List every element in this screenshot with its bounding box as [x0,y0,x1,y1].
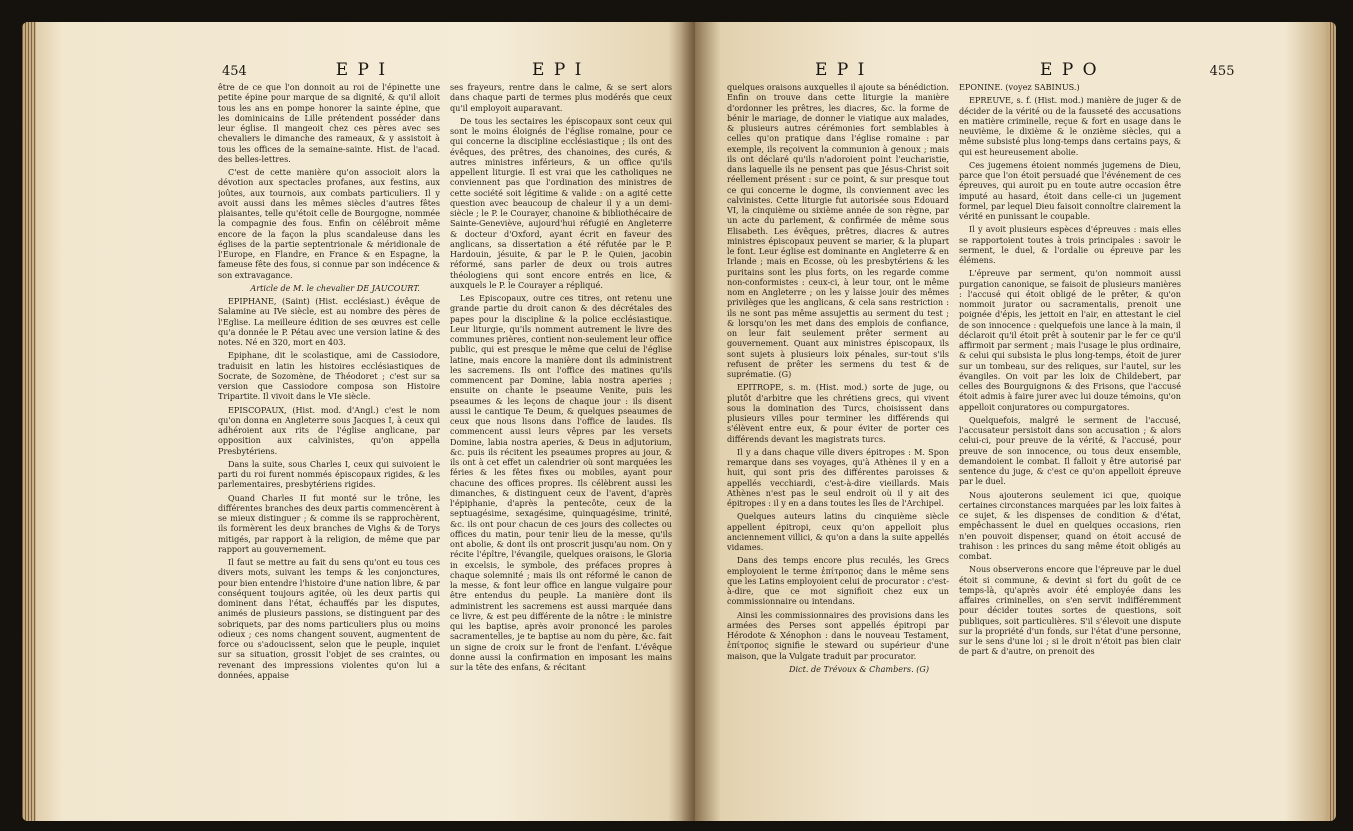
paragraph: ses frayeurs, rentre dans le calme, & se sert alors dans chaque parti de termes plus modérés que ceux qu'il employoit auparavant. [450,82,672,113]
paragraph: Ainsi les commissionnaires des provisions dans les armées des Perses sont appellés épitropi par Hérodote & Xénophon : dans le nouveau Testament, ἐπίτροπος signifie le steward ou supérieur d'une maison, que la Vulgate traduit par procurator. [727,609,949,661]
paragraph: Quelquefois, malgré le serment de l'accusé, l'accusateur persistoit dans son accusation ; & alors celui-ci, pour preuve de la vérité, & l'accusé, pour preuve de son innocence, ou tous deux ensemble, demandoient le combat. Il falloit y être autorisé par sentence du juge, & c'est ce qu'on appelloit épreuve par le duel. [959,414,1181,487]
right-running-head-left: E P I [815,60,867,80]
paragraph: Epiphane, dit le scolastique, ami de Cassiodore, traduisit en latin les histoires ecclésiastiques de Socrate, de Sozomène, de Théodoret ; c'est sur sa version que Cassiodore composa son Histoire Tripartite. Il vivoit dans le VIe siècle. [218,350,440,402]
page-edges-left [22,22,36,821]
entry-epitrope: EPITROPE, s. m. (Hist. mod.) sorte de juge, ou plutôt d'arbitre que les chrétiens grecs, qui vivent sous la domination des Turcs, choisissent dans plusieurs villes pour terminer les différends qui s'élèvent entre eux, & pour éviter de porter ces différends devant les magistrats turcs. [727,382,949,444]
paragraph: Quand Charles II fut monté sur le trône, les différentes branches des deux partis commencèrent à se mieux distinguer ; & comme ils se rapprochèrent, ils formèrent les deux branches de Vighs & de Torys mitigés, par rapport à la religion, de même que par rapport au gouvernement. [218,492,440,554]
entry-episcopaux: EPISCOPAUX, (Hist. mod. d'Angl.) c'est le nom qu'on donna en Angleterre sous Jacques I, à ceux qui adhéroient aux rits de l'église anglicane, par opposition aux calvinistes, qu'on appella Presbytériens. [218,404,440,456]
paragraph: L'épreuve par serment, qu'on nommoit aussi purgation canonique, se faisoit de plusieurs manières : l'accusé qui étoit obligé de le prêter, & qu'on nommoit jurator ou sacramentalis, prenoit une poignée d'épis, les jettoit en l'air, en attestant le ciel de son innocence : quelquefois une lance à la main, il déclaroit qu'il étoit prêt à soutenir par le fer ce qu'il affirmoit par serment ; mais l'usage le plus ordinaire, & celui qui subsista le plus long-temps, étoit de jurer sur un tombeau, sur des reliques, sur l'autel, sur les évangiles. On voit par les loix de Childebert, par celles des Bourguignons & des Frisons, que l'accusé étoit admis à faire jurer avec lui douze témoins, qu'on appelloit conjuratores ou compurgatores. [959,268,1181,412]
right-running-head: E P O [1040,60,1099,80]
entry-eponine: EPONINE. (voyez SABINUS.) [959,82,1080,92]
right-page-number-head [1040,60,1234,80]
entry-epiphane: EPIPHANE, (Saint) (Hist. ecclésiast.) évêque de Salamine au IVe siècle, est au nombre des pères de l'Eglise. La meilleure édition de ses œuvres est celle qu'a donnée le P. Pétau avec une version latine & des notes. Né en 320, mort en 403. [218,296,440,347]
paragraph: Il y avoit plusieurs espèces d'épreuves : mais elles se rapportoient toutes à trois principales : savoir le serment, le duel, & l'ordalie ou épreuve par les élémens. [959,224,1181,265]
paragraph: Nous ajouterons seulement ici que, quoique certaines circonstances marquées par les loix faites à ce sujet, & les dispenses de condition & d'état, empêchassent le duel en quelques occasions, rien n'en pouvoit dispenser, quand on étoit accusé de trahison : les princes du sang même étoit obligés au combat. [959,489,1181,561]
paragraph: Dans des temps encore plus reculés, les Grecs employoient le terme ἐπίτροπος dans le même sens que les Latins employoient celui de procurator : c'est-à-dire, que ce mot signifioit chez eux un commissionnaire ou intendans. [727,555,949,607]
left-column-1 [218,82,440,812]
left-page-number: 454 [222,64,247,79]
paragraph: quelques oraisons auxquelles il ajoute sa bénédiction. Enfin on trouve dans cette liturgie la manière d'ordonner les prêtres, les diacres, &c. la forme de bénir le mariage, de donner le viatique aux malades, & plusieurs autres cérémonies fort semblables à celles qu'on pratique dans l'église romaine : par exemple, ils reçoivent la communion à genoux ; mais ils ont déclaré qu'ils n'adoroient point l'eucharistie, dans laquelle ils ne pensent pas que Jésus-Christ soit réellement présent : sur ce point, & sur presque tout ce qui concerne le dogme, ils conviennent avec les calvinistes. Cette liturgie fut autorisée sous Edouard VI, la cinquième ou sixième année de son règne, par un acte du parlement, & confirmée de même sous Elisabeth. Les évêques, prêtres, diacres & autres ministres épiscopaux peuvent se marier, & la plupart le font. Leur église est dominante en Angleterre & en Irlande ; mais en Ecosse, où les presbytériens & les puritains sont les plus forts, on les regarde comme non-conformistes : ceux-ci, à leur tour, ont le même nom en Angleterre ; on les y laisse jouir des mêmes privilèges que les anglicans, & cela sans restriction : ils ne sont pas même assujettis au serment du test ; & lorsqu'on les met dans des emplois de confiance, on leur fait seulement prêter serment au gouvernement. Quant aux ministres épiscopaux, ils sont sujets à plusieurs loix pénales, sur-tout s'ils refusent de prêter les sermens du test & de suprématie. (G) [727,82,949,379]
paragraph: Il y a dans chaque ville divers épitropes : M. Spon remarque dans ses voyages, qu'à Athènes il y en a huit, qui sont pris des différentes paroisses & appellés vecchiardi, c'est-à-dire vieillards. Mais Athènes n'est pas le seul endroit où il y ait des épitropes : il y en a dans toutes les îles de l'Archipel. [727,446,949,508]
article-source: Dict. de Trévoux & Chambers. (G) [788,663,929,674]
left-column-2 [450,82,672,812]
paragraph: Nous observerons encore que l'épreuve par le duel étoit si commune, & devint si fort du goût de ce temps-là, qu'après avoir été employée dans les affaires criminelles, on s'en servit indifféremment pour décider toutes sortes de questions, soit publiques, soit particulières. S'il s'élevoit une dispute sur la propriété d'un fonds, sur l'état d'une personne, sur le sens d'une loi ; si le droit n'étoit pas bien clair de part & d'autre, on prenoit des [959,564,1181,657]
left-page-number-head [222,60,387,80]
left-running-head: E P I [335,60,388,80]
paragraph: De tous les sectaires les épiscopaux sont ceux qui sont le moins éloignés de l'église romaine, pour ce qui concerne la discipline ecclésiastique ; ils ont des évêques, des prêtres, des chanoines, des curés, & autres ministres inférieurs, & un office qu'ils appellent liturgie. Il est vrai que les catholiques ne conviennent pas que l'ordination des ministres de cette société soit légitime & valide : on a agité cette question avec beaucoup de chaleur il y a un demi-siècle ; le P. le Courayer, chanoine & bibliothécaire de Sainte-Geneviève, aujourd'hui réfugié en Angleterre & docteur d'Oxford, ayant écrit en faveur des anglicans, sa dissertation a été réfutée par le P. Hardouin, jésuite, & par le P. le Quien, jacobin réformé, sans parler de deux ou trois autres théologiens qui sont encore entrés en lice, & auxquels le P. le Courayer a répliqué. [450,115,672,290]
paragraph: Quelques auteurs latins du cinquième siècle appellent épitropi, ceux qu'on appelloit plus anciennement villici, & qu'on a dans la suite appellés vidames. [727,511,949,552]
paragraph: être de ce que l'on donnoit au roi de l'épinette une petite épine pour marque de sa dignité, & qu'il alloit tous les ans en pompe honorer la sainte épine, que les dominicains de Lille prétendent posséder dans leur église. Il mangeoit chez ces pères avec ses chevaliers le dimanche des rameaux, & y assistoit à tous les offices de la semaine-sainte. Hist. de l'acad. des belles-lettres. [218,82,440,164]
right-column-1 [727,82,949,812]
paragraph: C'est de cette manière qu'on associoit alors la dévotion aux spectacles profanes, aux festins, aux joûtes, aux tournois, aux combats particuliers. Il y avoit aussi dans les mêmes siècles d'autres fêtes plaisantes, telle qu'étoit celle de Bourgogne, nommée la compagnie des fous. Enfin on célébroit même encore de la façon la plus scandaleuse dans les églises de la partie septentrionale & méridionale de l'Europe, en Flandre, en France & en Espagne, la fameuse fête des fous, si connue par son indécence & son extravagance. [218,167,440,280]
article-signature: Article de M. le chevalier DE JAUCOURT. [250,282,420,293]
right-page [695,22,1336,821]
entry-epreuve: EPREUVE, s. f. (Hist. mod.) manière de juger & de décider de la vérité ou de la fausseté des accusations en matière criminelle, reçue & fort en usage dans le neuvième, le dixième & le onzième siècles, qui a même subsisté plus long-temps dans certains pays, & qui est heureusement abolie. [959,95,1181,157]
left-page [22,22,695,821]
left-right-column-head: E P I [532,60,584,80]
paragraph: Dans la suite, sous Charles I, ceux qui suivoient le parti du roi furent nommés épiscopaux rigides, & les parlementaires, presbytériens rigides. [218,458,440,490]
right-column-2 [959,82,1181,812]
right-page-number: 455 [1209,64,1235,79]
paragraph: Les Episcopaux, outre ces titres, ont retenu une grande partie du droit canon & des décrétales des papes pour la discipline & la police ecclésiastique. Leur liturgie, qu'ils nomment autrement le livre des communes prières, contient non-seulement leur office public, qui est presque le même que celui de l'église latine, mais encore la manière dont ils administrent les sacremens. Ils ont l'office des matines qu'ils commencent par Domine, labia nostra aperies ; ensuite on chante le pseaume Venite, puis les pseaumes & les leçons de chaque jour : ils disent aussi le cantique Te Deum, & quelques pseaumes de ceux que nous lisons dans l'office de laudes. Ils commencent aussi leurs vêpres par les versets Domine, labia nostra aperies, & Deus in adjutorium, &c. puis ils récitent les pseaumes propres au jour, & ils ont à cet effet un calendrier où sont marquées les féries & les fêtes fixes ou mobiles, ayant pour chacune des offices propres. Ils célèbrent aussi les dimanches, & distinguent ceux de l'avent, d'après l'épiphanie, d'après la pentecôte, ceux de la septuagésime, sexagésime, quinquagésime, trinité, &c. ils ont pour chacun de ces jours des collectes ou offices du matin, pour tenir lieu de la messe, qu'ils ont abolie, & dont ils ont proscrit jusqu'au nom. On y récite l'épître, l'évangile, quelques oraisons, le Gloria in excelsis, le symbole, des préfaces propres à chaque solemnité ; mais ils ont réformé le canon de la messe, & font leur office en langue vulgaire pour être entendus du peuple. La manière dont ils administrent les sacremens est aussi marquée dans ce livre, & est peu différente de la nôtre : le ministre qui les baptise, après avoir prononcé les paroles sacramentelles, je te baptise au nom du père, &c. fait un signe de croix sur le front de l'enfant. L'évêque donne aussi la confirmation en imposant les mains sur la tête des enfans, & récitant [450,293,672,672]
paragraph: Il faut se mettre au fait du sens qu'ont eu tous ces divers mots, suivant les temps & les conjonctures, pour bien entendre l'histoire d'une nation libre, & par conséquent toujours agitée, où les deux partis qui dominent dans l'état, échauffés par les disputes, animés de plusieurs passions, se distinguent par des sobriquets, par des noms particuliers plus ou moins odieux ; ces noms changent souvent, augmentent de force ou s'adoucissent, selon que le peuple, inquiet sur sa situation, grossit l'objet de ses craintes, ou revenant des impressions violentes qu'on lui a données, appaise [218,557,440,680]
page-edges-right [1328,22,1336,821]
paragraph: Ces jugemens étoient nommés jugemens de Dieu, parce que l'on étoit persuadé que l'événement de ces épreuves, qui auroit pu en toute autre occasion être imputé au hasard, étoit dans celle-ci un jugement formel, par lequel Dieu faisoit connoître clairement la vérité en punissant le coupable. [959,159,1181,221]
